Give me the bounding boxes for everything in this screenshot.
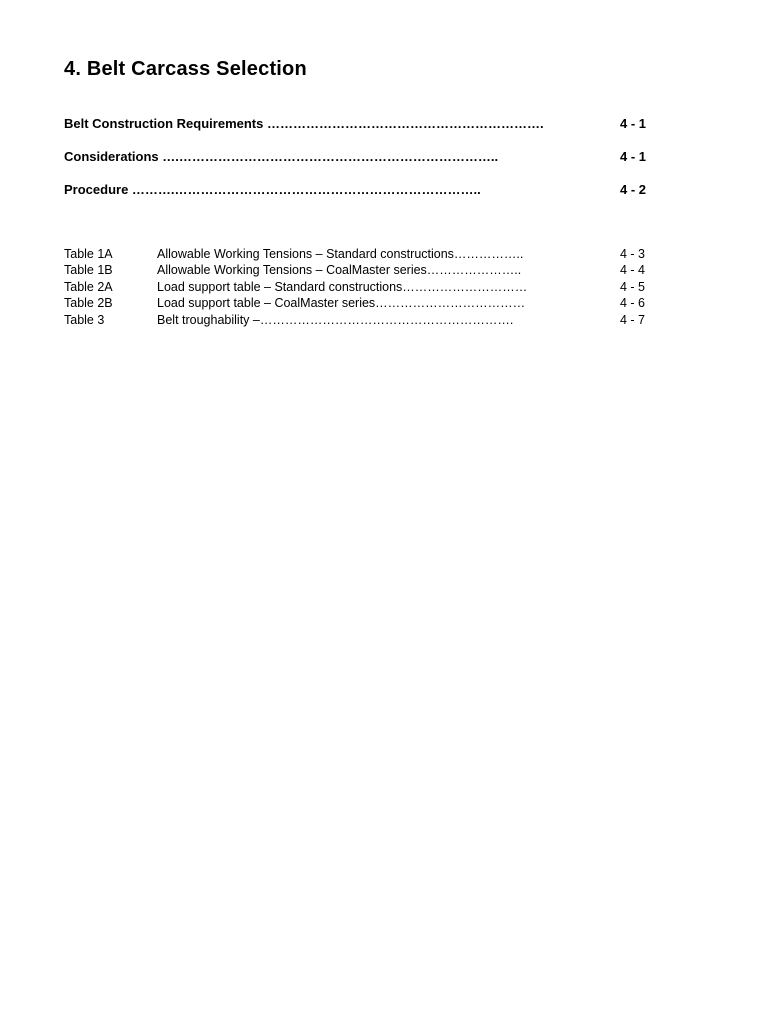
table-description: Allowable Working Tensions – Standard constructions…………….. [157, 247, 524, 261]
table-description: Load support table – Standard constructions………………………… [157, 279, 528, 294]
table-page-number: 4 - 7 [620, 312, 646, 327]
toc-entry-text [64, 182, 481, 197]
table-id: Table 2A [64, 279, 113, 294]
table-page-number: 4 - 4 [620, 263, 646, 278]
toc-page-number: 4 - 2 [620, 182, 647, 197]
table-of-contents [64, 116, 654, 215]
table-description: Allowable Working Tensions – CoalMaster series………………….. [157, 263, 522, 278]
toc-entry-label: Considerations [64, 149, 159, 164]
toc-page-number: 4 - 1 [620, 149, 647, 164]
table-id: Table 3 [64, 312, 105, 327]
toc-entry-procedure [64, 182, 654, 215]
toc-page-number: 4 - 1 [620, 116, 647, 131]
toc-leader-dots: ………………………………………………………. [263, 116, 544, 131]
table-page-number: 4 - 5 [620, 279, 646, 294]
list-of-tables [64, 247, 654, 329]
toc-entry-label: Procedure [64, 182, 129, 197]
table-description: Load support table – CoalMaster series……………………………… [157, 296, 526, 311]
table-id: Table 2B [64, 296, 113, 311]
toc-entry-considerations [64, 149, 654, 182]
table-id: Table 1A [64, 247, 113, 261]
toc-entry-belt-construction-requirements [64, 116, 654, 149]
table-entry-1a [64, 247, 654, 263]
table-entry-2a [64, 280, 654, 296]
table-entry-1b [64, 263, 654, 279]
table-id: Table 1B [64, 263, 113, 278]
toc-entry-text [64, 116, 544, 131]
table-description: Belt troughability –……………………………………………………. [157, 312, 514, 327]
toc-entry-text [64, 149, 498, 164]
table-page-number: 4 - 3 [620, 247, 646, 261]
toc-leader-dots: ….……………………………………………………………….. [158, 149, 499, 164]
toc-entry-label: Belt Construction Requirements [64, 116, 264, 131]
table-entry-2b [64, 296, 654, 312]
table-page-number: 4 - 6 [620, 296, 646, 311]
page-title: 4. Belt Carcass Selection [64, 58, 307, 80]
toc-leader-dots: ……….…………………………………………………………….. [128, 182, 481, 197]
table-entry-3 [64, 313, 654, 329]
